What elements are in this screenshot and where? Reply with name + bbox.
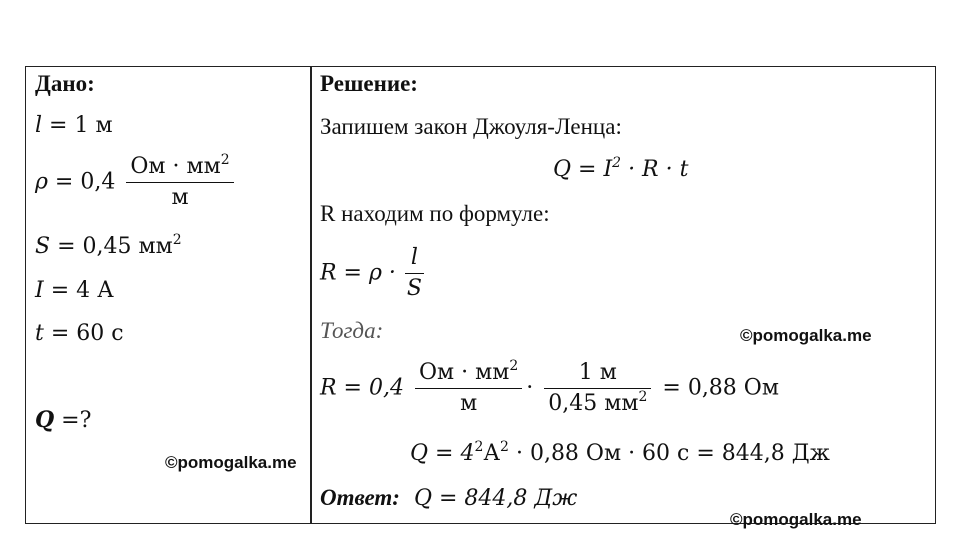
resistivity-unit-fraction: $\frac{Ом \cdot мм^2}{м}$ bbox=[126, 152, 233, 213]
l-over-s-fraction: $\frac{l}{S}$ bbox=[406, 245, 422, 301]
given-area: S = 0,45 $мм^2$ bbox=[35, 232, 182, 259]
given-length: l = 1 м bbox=[35, 113, 113, 138]
then-label: Тогда: bbox=[320, 318, 384, 343]
solution-header: Решение: bbox=[320, 71, 418, 96]
r-calculation: R = 0,4 $\frac{Ом \cdot мм^2}{м}$ · $\frac{1 м}{0,45 мм^2}$ = 0,88 Ом bbox=[320, 358, 779, 419]
answer-value: Q = 844,8 Дж bbox=[413, 486, 578, 511]
column-divider bbox=[310, 66, 312, 524]
joule-law-formula: $Q = I^2 \cdot R \cdot t$ bbox=[553, 155, 689, 182]
answer-label: Ответ: bbox=[320, 485, 400, 510]
given-time: t = 60 с bbox=[35, 321, 124, 346]
given-find: Q =? bbox=[35, 407, 92, 433]
length-area-fraction: $\frac{1 м}{0,45 мм^2}$ bbox=[544, 358, 651, 419]
given-current: I = 4 А bbox=[35, 278, 114, 303]
watermark: ©pomogalka.me bbox=[165, 453, 297, 472]
r-intro: R находим по формуле: bbox=[320, 201, 550, 226]
solution-intro: Запишем закон Джоуля-Ленца: bbox=[320, 114, 622, 139]
q-calculation: $Q = 4^2А^2 \cdot 0,88$ Ом · 60 с = 844,8 Дж bbox=[410, 439, 830, 466]
unit-fraction: $\frac{Ом \cdot мм^2}{м}$ bbox=[415, 358, 522, 419]
given-header: Дано: bbox=[35, 71, 95, 96]
given-resistivity: ρ = 0,4 $\frac{Ом \cdot мм^2}{м}$ bbox=[35, 152, 238, 213]
answer-line bbox=[320, 485, 577, 511]
watermark: ©pomogalka.me bbox=[730, 510, 862, 529]
watermark: ©pomogalka.me bbox=[740, 326, 872, 345]
r-formula: R = ρ · $\frac{l}{S}$ bbox=[320, 243, 428, 304]
